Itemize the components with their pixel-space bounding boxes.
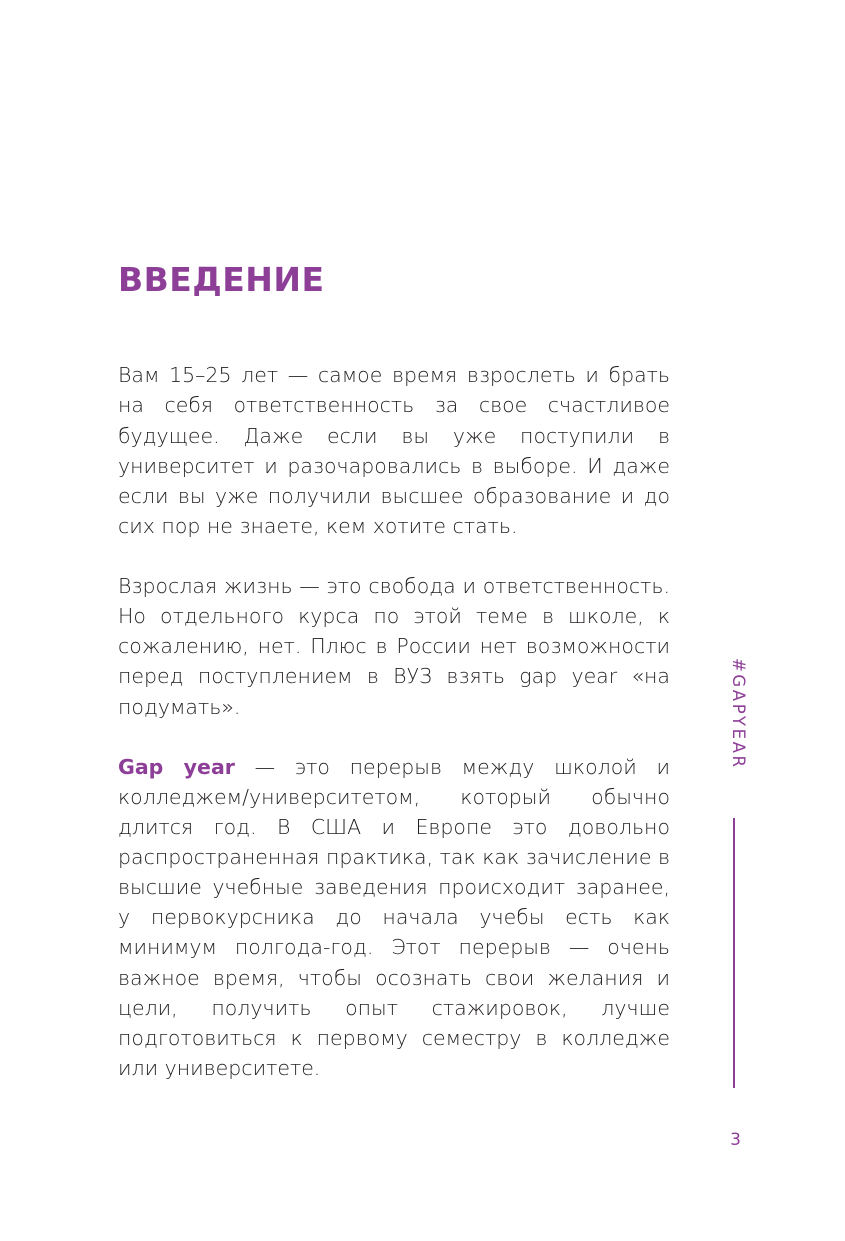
- page-number: 3: [730, 1130, 741, 1150]
- term-gap-year: Gap year: [118, 754, 235, 779]
- page-content: [118, 262, 670, 1083]
- paragraph-3: [118, 752, 670, 1083]
- hashtag-side-label: #GAPYEAR: [729, 658, 748, 770]
- page-title: ВВЕДЕНИЕ: [118, 260, 325, 299]
- side-divider-rule: [733, 818, 735, 1088]
- paragraph-3-text: — это перерыв между школой и колледжем/университетом, который обычно длится год. В США и Европе это довольно распространенная практика, так как зачисление в высшие учебные заведения происходит заранее, у первокурсника до начала учебы есть как минимум полгода-год. Этот перерыв — очень важное время, чтобы осознать свои желания и цели, получить опыт стажировок, лучше подготовиться к первому семестру в колледже или университете.: [118, 754, 670, 1080]
- paragraph-1: Вам 15–25 лет — самое время взрослеть и брать на себя ответственность за свое счастливое будущее. Даже если вы уже поступили в университет и разочаровались в выборе. И даже если вы уже получили высшее образование и до сих пор не знаете, кем хотите стать.: [118, 363, 670, 538]
- paragraph-2: Взрослая жизнь — это свобода и ответственность. Но отдельного курса по этой теме в школе, к сожалению, нет. Плюс в России нет возможности перед поступлением в ВУЗ взять gap year «на подумать».: [118, 574, 670, 719]
